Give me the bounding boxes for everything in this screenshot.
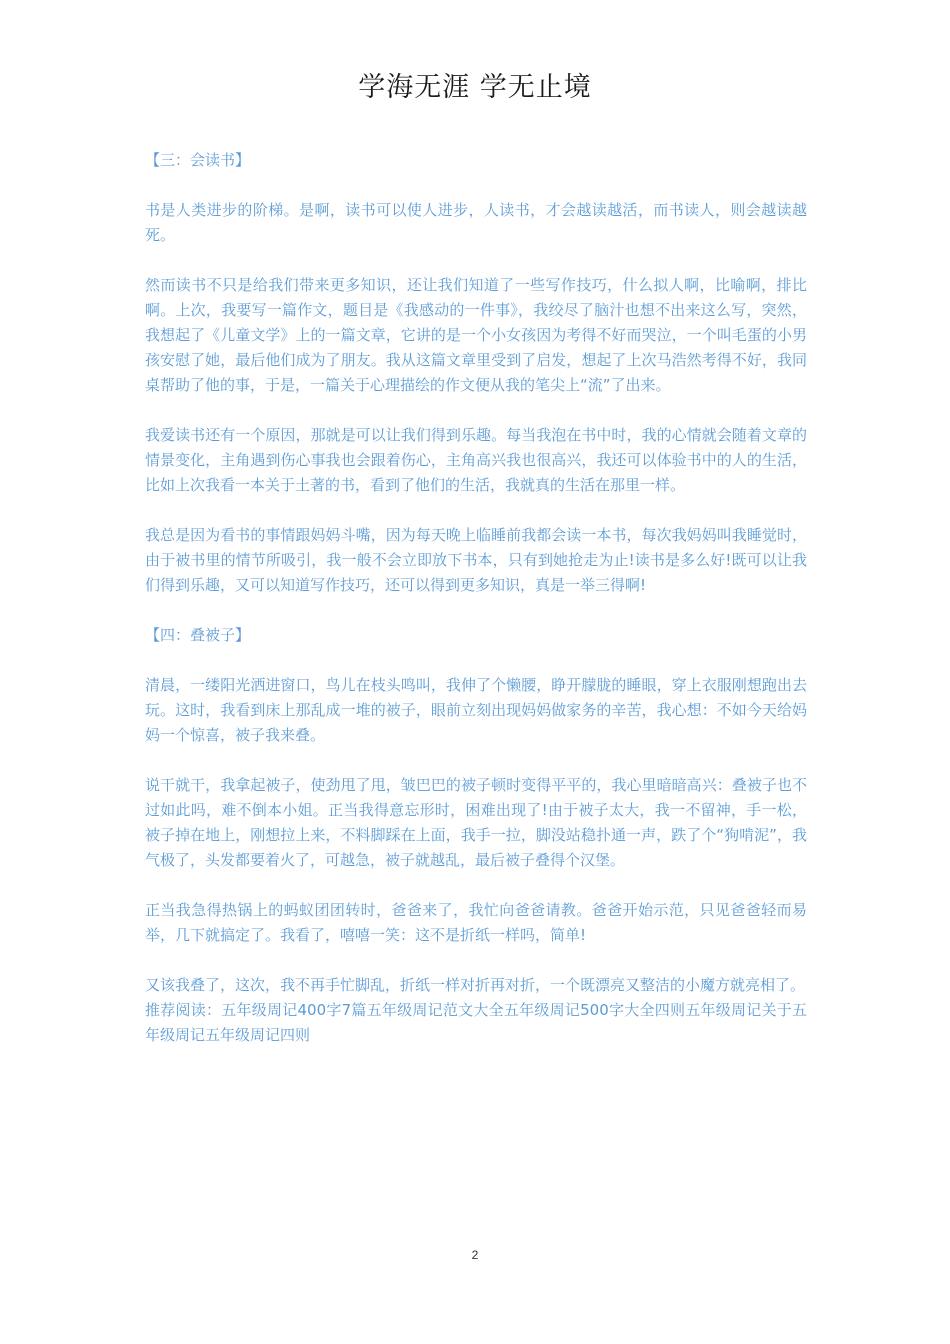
paragraph: 我总是因为看书的事情跟妈妈斗嘴，因为每天晚上临睡前我都会读一本书，每次我妈妈叫我睡觉时，由于被书里的情节所吸引，我一般不会立即放下书本，只有到她抢走为止!读书是多么好!既可以让我们得到乐趣，又可以知道写作技巧，还可以得到更多知识，真是一举三得啊! xyxy=(145,526,807,594)
paragraph: 又该我叠了，这次，我不再手忙脚乱，折纸一样对折再对折，一个既漂亮又整洁的小魔方就亮相了。 xyxy=(145,976,806,994)
section-heading-4: 【四：叠被子】 xyxy=(145,626,251,644)
page-title: 学海无涯 学无止境 xyxy=(358,72,592,103)
paragraph: 清晨，一缕阳光洒进窗口，鸟儿在枝头鸣叫，我伸了个懒腰，睁开朦胧的睡眼，穿上衣服刚想跑出去玩。这时，我看到床上那乱成一堆的被子，眼前立刻出现妈妈做家务的辛苦，我心想：不如今天给妈妈一个惊喜，被子我来叠。 xyxy=(145,676,807,744)
paragraph: 我爱读书还有一个原因，那就是可以让我们得到乐趣。每当我泡在书中时，我的心情就会随着文章的情景变化，主角遇到伤心事我也会跟着伤心，主角高兴我也很高兴，我还可以体验书中的人的生活，比如上次我看一本关于土著的书，看到了他们的生活，我就真的生活在那里一样。 xyxy=(145,426,807,494)
paragraph: 正当我急得热锅上的蚂蚁团团转时，爸爸来了，我忙向爸爸请教。爸爸开始示范，只见爸爸轻而易举，几下就搞定了。我看了，嘻嘻一笑：这不是折纸一样吗，简单! xyxy=(145,901,807,944)
page-number: 2 xyxy=(471,1248,479,1262)
document-body xyxy=(145,148,807,1048)
section-heading-3: 【三：会读书】 xyxy=(145,151,251,169)
recommended-reading: 推荐阅读：五年级周记400字7篇五年级周记范文大全五年级周记500字大全四则五年级周记关于五年级周记五年级周记四则 xyxy=(145,1001,807,1044)
paragraph: 书是人类进步的阶梯。是啊，读书可以使人进步，人读书，才会越读越活，而书读人，则会越读越死。 xyxy=(145,201,807,244)
paragraph: 说干就干，我拿起被子，使劲甩了甩，皱巴巴的被子顿时变得平平的，我心里暗暗高兴：叠被子也不过如此吗，难不倒本小姐。正当我得意忘形时，困难出现了!由于被子太大，我一不留神，手一松，被子掉在地上，刚想拉上来，不料脚踩在上面，我手一拉，脚没站稳扑通一声，跌了个“狗啃泥”，我气极了，头发都要着火了，可越急，被子就越乱，最后被子叠得个汉堡。 xyxy=(145,776,807,869)
paragraph: 然而读书不只是给我们带来更多知识，还让我们知道了一些写作技巧，什么拟人啊，比喻啊，排比啊。上次，我要写一篇作文，题目是《我感动的一件事》，我绞尽了脑汁也想不出来这么写，突然，我想起了《儿童文学》上的一篇文章，它讲的是一个小女孩因为考得不好而哭泣，一个叫毛蛋的小男孩安慰了她，最后他们成为了朋友。我从这篇文章里受到了启发，想起了上次马浩然考得不好，我同桌帮助了他的事，于是，一篇关于心理描绘的作文便从我的笔尖上“流”了出来。 xyxy=(145,276,807,394)
